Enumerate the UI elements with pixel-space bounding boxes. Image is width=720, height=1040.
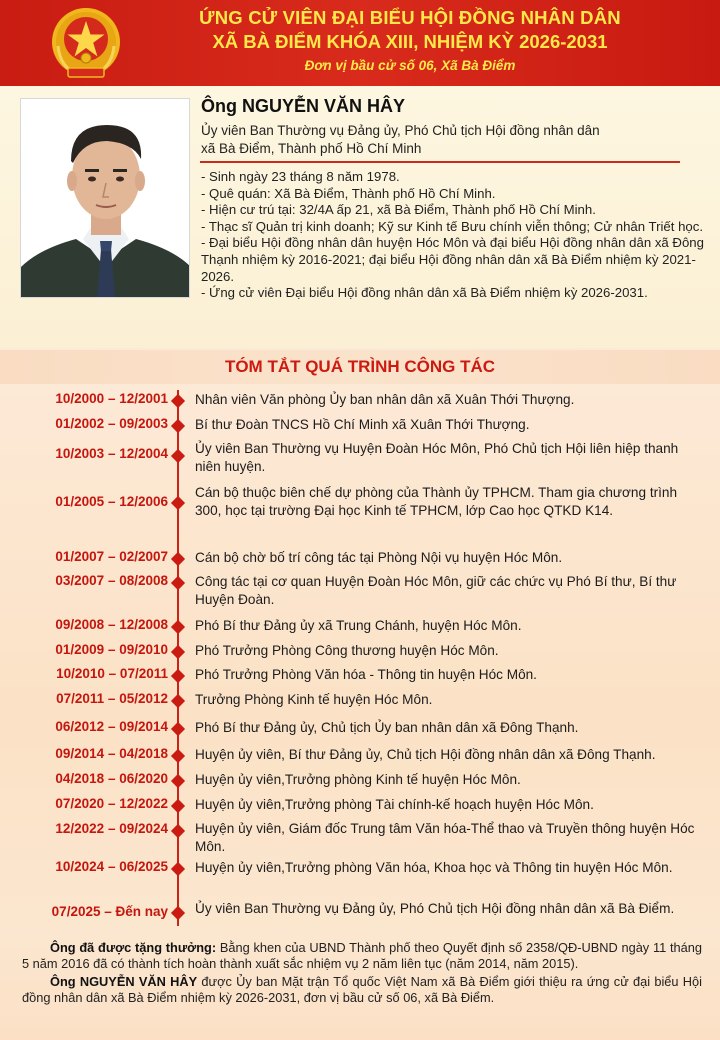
footer-notes	[0, 936, 720, 1040]
timeline-description: Huyện ủy viên,Trưởng phòng Văn hóa, Khoa học và Thông tin huyện Hóc Môn.	[195, 860, 673, 875]
candidate-role-line2: xã Bà Điểm, Thành phố Hồ Chí Minh	[201, 141, 422, 156]
timeline-description: Cán bộ chờ bố trí công tác tại Phòng Nội vụ huyện Hóc Môn.	[195, 550, 563, 565]
timeline-period: 09/2008 – 12/2008	[55, 617, 168, 632]
nomination-name: Ông NGUYỄN VĂN HÂY	[50, 974, 198, 989]
timeline-marker-icon	[171, 862, 185, 876]
bio-item: - Quê quán: Xã Bà Điểm, Thành phố Hồ Chí Minh.	[201, 185, 496, 201]
header-title-line2: XÃ BÀ ĐIỂM KHÓA XIII, NHIỆM KỲ 2026-2031	[212, 31, 608, 52]
bio-item: - Hiện cư trú tại: 32/4A ấp 21, xã Bà Điểm, Thành phố Hồ Chí Minh.	[201, 202, 596, 218]
timeline-marker-icon	[171, 576, 185, 590]
award-text: Bằng khen của UBND Thành phố theo Quyết định số 2358/QĐ-UBND ngày 11 tháng 5 năm 2016 đã có thành tích hoàn thành xuất sắc nhiệm vụ 2 năm liên tục (năm 2014, năm 2015).	[22, 940, 702, 971]
timeline-marker-icon	[171, 419, 185, 433]
timeline-description: Phó Trưởng Phòng Văn hóa - Thông tin huyện Hóc Môn.	[195, 667, 537, 682]
timeline-description: Trưởng Phòng Kinh tế huyện Hóc Môn.	[195, 692, 433, 707]
portrait-icon	[21, 99, 190, 298]
timeline-period: 12/2022 – 09/2024	[55, 821, 168, 836]
timeline-description: Huyện ủy viên, Giám đốc Trung tâm Văn hóa-Thể thao và Truyền thông huyện Hóc Môn.	[195, 821, 695, 854]
national-emblem-icon	[50, 6, 122, 82]
timeline-period: 01/2009 – 09/2010	[55, 642, 168, 657]
timeline-description: Huyện ủy viên,Trưởng phòng Kinh tế huyện Hóc Môn.	[195, 772, 521, 787]
timeline-period: 04/2018 – 06/2020	[55, 771, 168, 786]
header-title-line1: ỨNG CỬ VIÊN ĐẠI BIỂU HỘI ĐỒNG NHÂN DÂN	[199, 7, 621, 28]
timeline-marker-icon	[171, 669, 185, 683]
timeline-period: 07/2020 – 12/2022	[55, 796, 168, 811]
candidate-role	[201, 122, 701, 158]
timeline-marker-icon	[171, 824, 185, 838]
timeline-period: 03/2007 – 08/2008	[55, 573, 168, 588]
timeline-period: 06/2012 – 09/2014	[55, 719, 168, 734]
timeline-marker-icon	[171, 799, 185, 813]
timeline-marker-icon	[171, 496, 185, 510]
timeline-marker-icon	[171, 620, 185, 634]
bio-item: - Sinh ngày 23 tháng 8 năm 1978.	[201, 169, 400, 184]
header-subtitle: Đơn vị bầu cử số 06, Xã Bà Điểm	[304, 58, 516, 73]
timeline-marker-icon	[171, 749, 185, 763]
profile-divider	[200, 161, 680, 163]
candidate-bio	[201, 169, 711, 302]
candidate-photo	[20, 98, 190, 298]
timeline-period: 10/2000 – 12/2001	[55, 391, 168, 406]
timeline-marker-icon	[171, 694, 185, 708]
career-timeline	[0, 384, 720, 936]
timeline-description: Phó Trưởng Phòng Công thương huyện Hóc Môn.	[195, 643, 499, 658]
bio-item: - Đại biểu Hội đồng nhân dân huyện Hóc Môn và đại biểu Hội đồng nhân dân xã Đông Thạnh nhiệm kỳ 2016-2021; đại biểu Hội đồng nhân dân xã Bà Điểm nhiệm kỳ 2021-2026.	[201, 235, 704, 284]
timeline-period: 01/2002 – 09/2003	[55, 416, 168, 431]
timeline-description: Bí thư Đoàn TNCS Hồ Chí Minh xã Xuân Thới Thượng.	[195, 417, 530, 432]
timeline-marker-icon	[171, 906, 185, 920]
timeline-period: 01/2005 – 12/2006	[55, 494, 168, 509]
timeline-description: Phó Bí thư Đảng ủy, Chủ tịch Ủy ban nhân dân xã Đông Thạnh.	[195, 720, 579, 735]
nomination-paragraph	[22, 974, 702, 1006]
timeline-description: Ủy viên Ban Thường vụ Đảng ủy, Phó Chủ tịch Hội đồng nhân dân xã Bà Điểm.	[195, 901, 675, 916]
timeline-marker-icon	[171, 774, 185, 788]
timeline-period: 09/2014 – 04/2018	[55, 746, 168, 761]
bio-item: - Ứng cử viên Đại biểu Hội đồng nhân dân xã Bà Điểm nhiệm kỳ 2026-2031.	[201, 285, 648, 301]
section-title: TÓM TẮT QUÁ TRÌNH CÔNG TÁC	[0, 350, 720, 384]
timeline-period: 07/2011 – 05/2012	[56, 691, 168, 706]
timeline-period: 01/2007 – 02/2007	[55, 549, 168, 564]
timeline-description: Huyện ủy viên, Bí thư Đảng ủy, Chủ tịch Hội đồng nhân dân xã Đông Thạnh.	[195, 747, 656, 762]
timeline-marker-icon	[171, 394, 185, 408]
timeline-marker-icon	[171, 552, 185, 566]
candidate-profile	[0, 86, 720, 348]
timeline-description: Cán bộ thuộc biên chế dự phòng của Thành ủy TPHCM. Tham gia chương trình 300, học tại trường Đại học Kinh tế TPHCM, lớp Cao học QTKD K14.	[195, 485, 678, 518]
bio-item: - Thạc sĩ Quản trị kinh doanh; Kỹ sư Kinh tế Bưu chính viễn thông; Cử nhân Triết học.	[201, 218, 703, 234]
header-banner	[0, 0, 720, 86]
nomination-text: được Ủy ban Mặt trận Tổ quốc Việt Nam xã Bà Điểm giới thiệu ra ứng cử đại biểu Hội đồng nhân dân xã Bà Điểm nhiệm kỳ 2026-2031, đơn vị bầu cử số 06, xã Bà Điểm.	[22, 974, 703, 1005]
timeline-description: Huyện ủy viên,Trưởng phòng Tài chính-kế hoạch huyện Hóc Môn.	[195, 797, 594, 812]
timeline-period: 10/2024 – 06/2025	[55, 859, 168, 874]
candidate-name: Ông NGUYỄN VĂN HÂY	[201, 96, 406, 116]
award-paragraph	[22, 940, 702, 972]
timeline-description: Nhân viên Văn phòng Ủy ban nhân dân xã Xuân Thới Thượng.	[195, 392, 575, 407]
timeline-description: Ủy viên Ban Thường vụ Huyện Đoàn Hóc Môn, Phó Chủ tịch Hội liên hiệp thanh niên huyện.	[195, 441, 679, 474]
timeline-period: 10/2010 – 07/2011	[56, 666, 168, 681]
timeline-description: Công tác tại cơ quan Huyện Đoàn Hóc Môn, giữ các chức vụ Phó Bí thư, Bí thư Huyện Đoàn.	[195, 574, 677, 607]
timeline-marker-icon	[171, 645, 185, 659]
timeline-marker-icon	[171, 449, 185, 463]
timeline-marker-icon	[171, 722, 185, 736]
award-label: Ông đã được tặng thưởng:	[50, 940, 217, 955]
timeline-description: Phó Bí thư Đảng ủy xã Trung Chánh, huyện Hóc Môn.	[195, 618, 522, 633]
candidate-role-line1: Ủy viên Ban Thường vụ Đảng ủy, Phó Chủ tịch Hội đồng nhân dân	[201, 123, 600, 138]
timeline-period: 10/2003 – 12/2004	[55, 446, 168, 461]
timeline-period: 07/2025 – Đến nay	[51, 904, 168, 919]
